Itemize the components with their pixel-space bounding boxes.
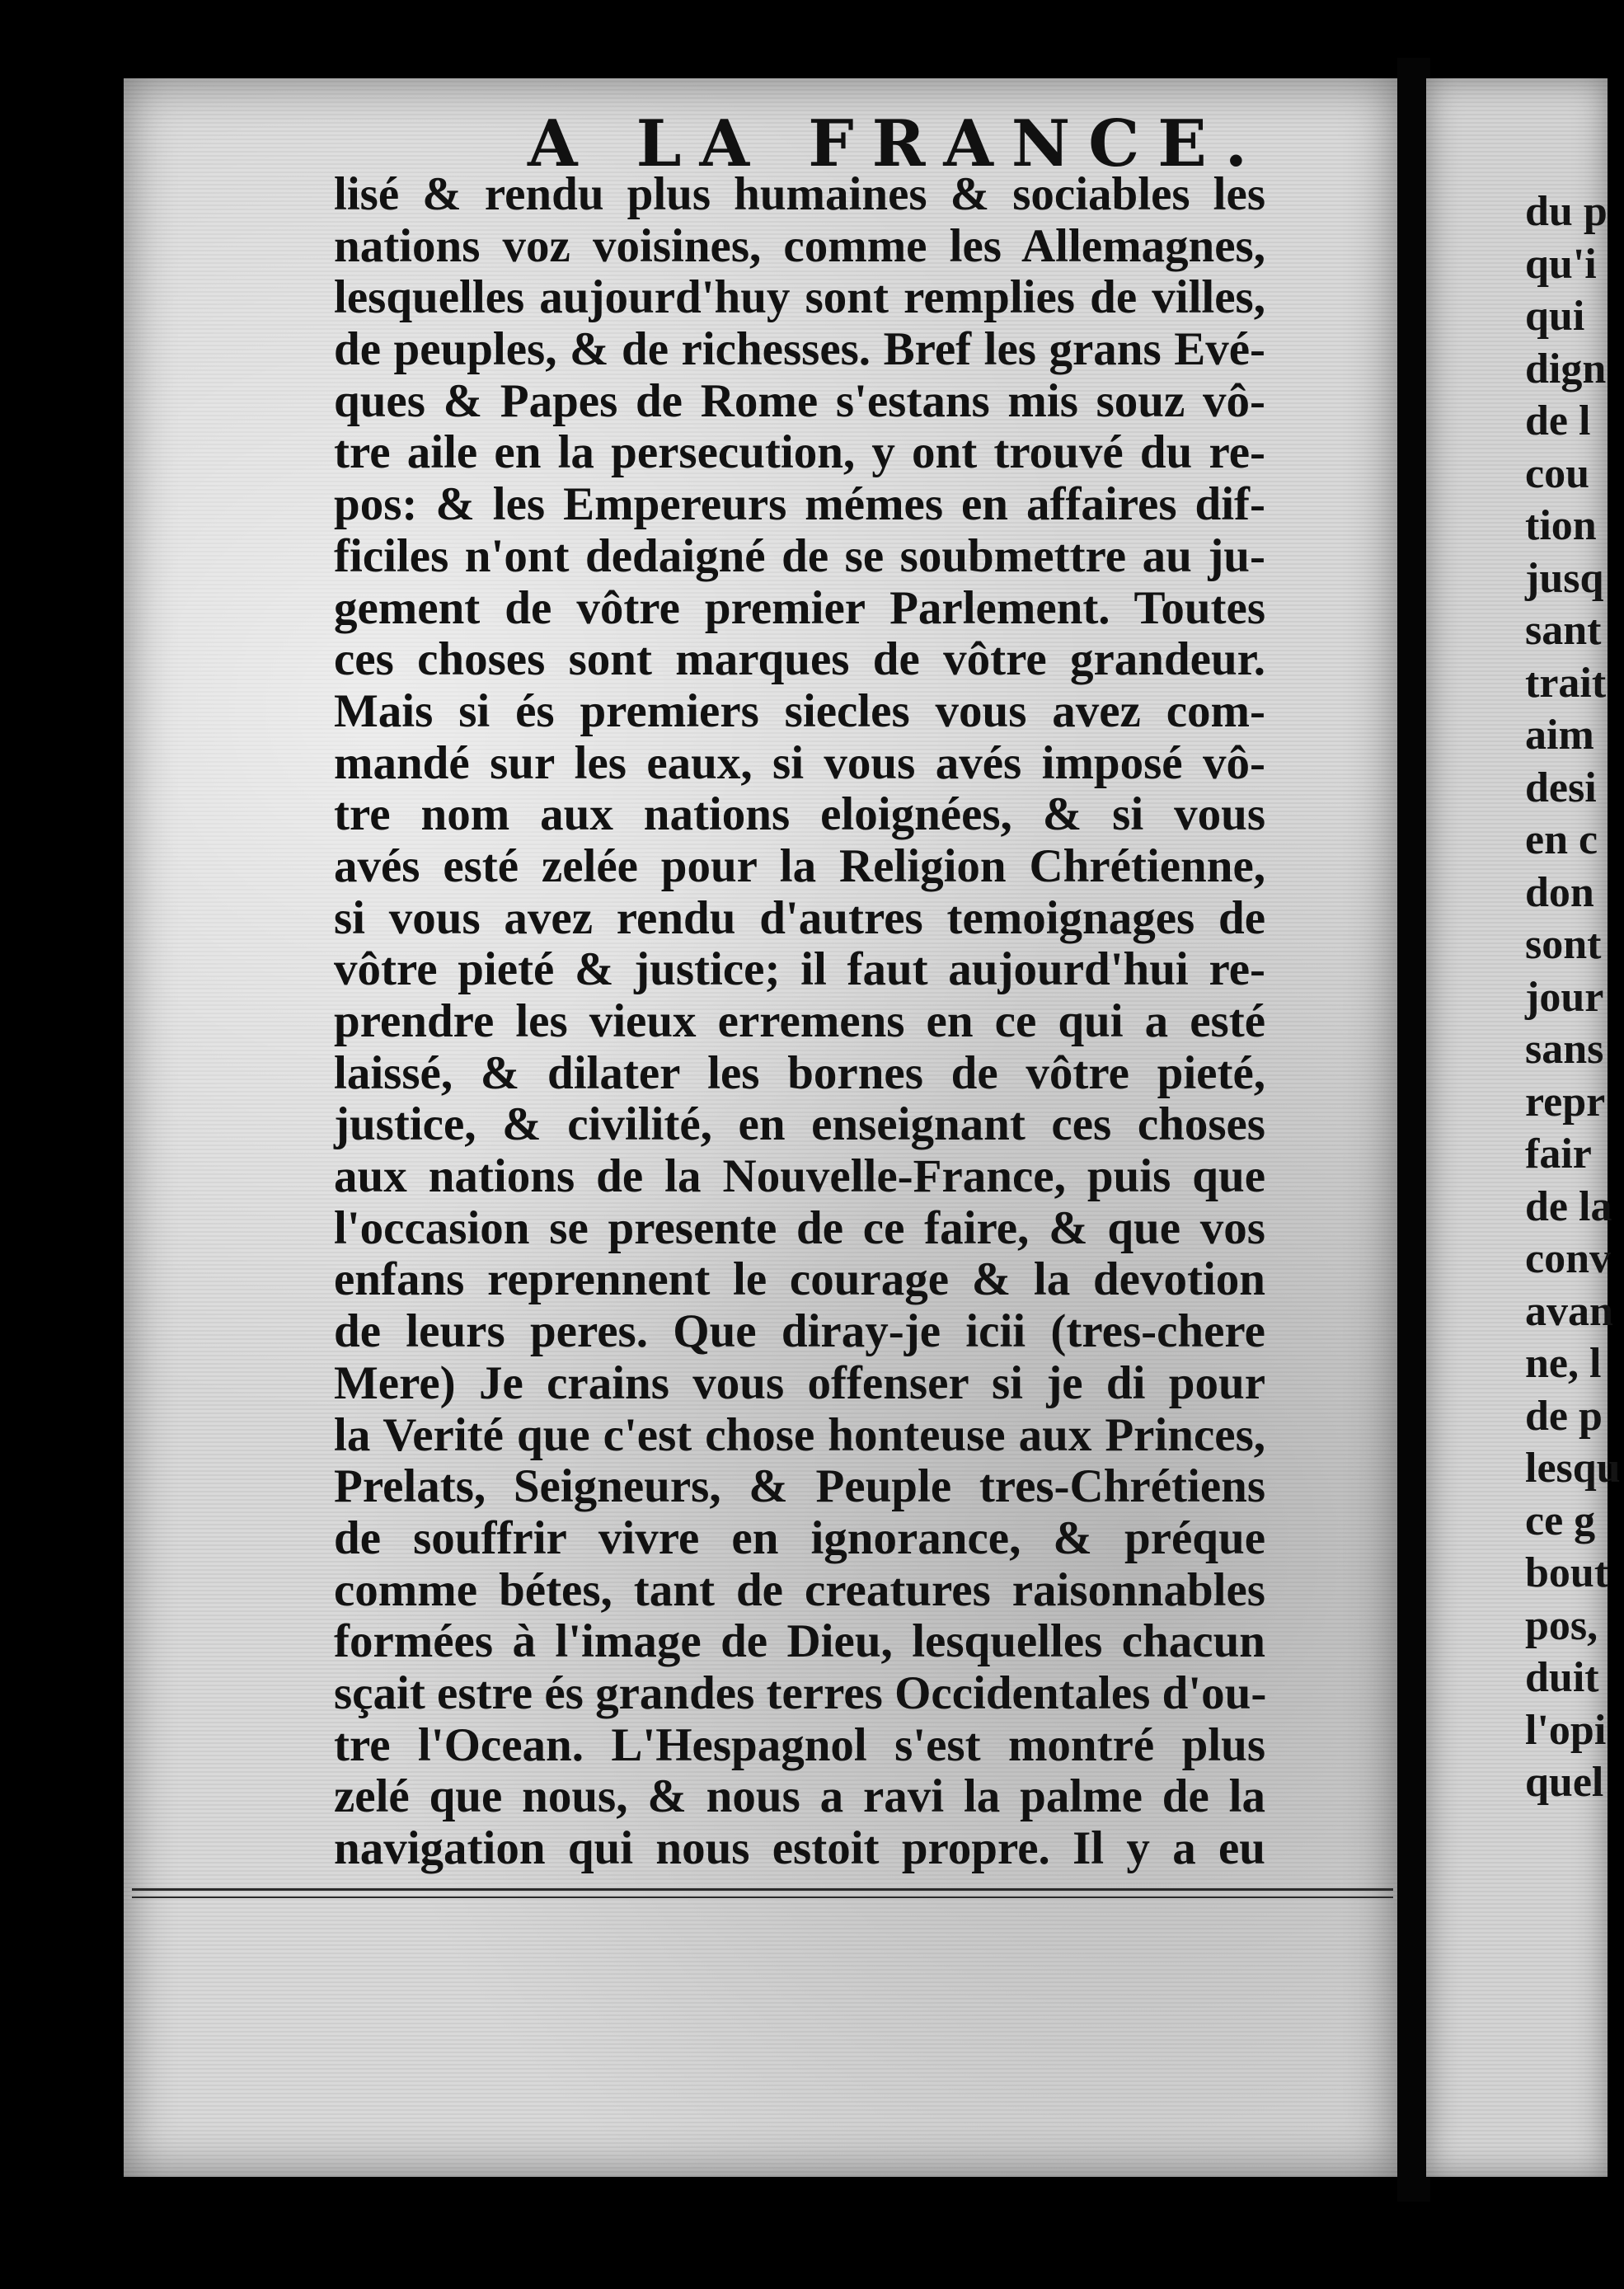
text-line: enfans reprennent le courage & la devotion [334,1253,1265,1306]
facing-page-line: qu'i [1525,240,1597,288]
facing-page-line: jour [1525,973,1604,1021]
facing-page-line: trait [1525,659,1607,707]
text-line: avés esté zelée pour la Religion Chrétienne, [334,839,1265,892]
text-line: ques & Papes de Rome s'estans mis souz vô- [334,374,1265,427]
text-line: de leurs peres. Que diray-je icii (tres-chere [334,1305,1265,1358]
text-line: nations voz voisines, comme les Allemagnes, [334,219,1265,272]
facing-page-line: sans [1525,1026,1604,1073]
facing-page-line: desi [1525,764,1597,811]
facing-page-line: pos, [1525,1601,1598,1649]
facing-page-line: don [1525,868,1594,916]
facing-page-line: ce g [1525,1497,1596,1544]
facing-page-line: sont [1525,921,1602,968]
text-line: tre nom aux nations eloignées, & si vous [334,788,1265,841]
facing-page-line: tion [1525,502,1597,549]
scan-artifact-line [132,1888,1393,1891]
text-line: aux nations de la Nouvelle-France, puis que [334,1150,1265,1203]
body-text [334,169,1265,1875]
text-line: vôtre pieté & justice; il faut aujourd'hui re- [334,943,1265,996]
facing-page-line: l'opi [1525,1706,1607,1754]
book-gutter [1397,58,1430,2202]
running-head: A LA FRANCE. [528,106,1265,181]
text-line: lesquelles aujourd'huy sont remplies de villes, [334,271,1265,324]
text-line: mandé sur les eaux, si vous avés imposé vô- [334,736,1265,789]
facing-page-line: avan [1525,1287,1613,1335]
facing-page-line: aim [1525,712,1594,759]
text-line: ces choses sont marques de vôtre grandeur. [334,633,1265,686]
facing-page-line: de l [1525,397,1591,444]
text-line: formées à l'image de Dieu, lesquelles chacun [334,1615,1265,1668]
text-line: tre aile en la persecution, y ont trouvé du re- [334,426,1265,479]
text-line: lisé & rendu plus humaines & sociables les [334,168,1265,220]
text-line: l'occasion se presente de ce faire, & que vos [334,1201,1265,1254]
facing-page-line: bout [1525,1549,1609,1596]
text-line: zelé que nous, & nous a ravi la palme de la [334,1770,1265,1823]
facing-page-line: de la [1525,1182,1612,1230]
scan-artifact-line [132,1897,1393,1898]
text-line: pos: & les Empereurs mémes en affaires dif- [334,478,1265,531]
facing-page-line: sant [1525,607,1602,654]
text-line: Prelats, Seigneurs, & Peuple tres-Chrétiens [334,1460,1265,1513]
facing-page-text [1525,186,1624,1809]
text-line: justice, & civilité, en enseignant ces choses [334,1098,1265,1151]
facing-page-line: du p [1525,188,1608,235]
text-line: de peuples, & de richesses. Bref les grans Evé- [334,323,1265,376]
text-line: prendre les vieux erremens en ce qui a esté [334,995,1265,1047]
text-line: comme bétes, tant de creatures raisonnables [334,1563,1265,1616]
text-line: sçait estre és grandes terres Occidentales d'ou- [334,1666,1267,1719]
text-line: laissé, & dilater les bornes de vôtre pieté, [334,1046,1265,1099]
text-line: la Verité que c'est chose honteuse aux Princes, [334,1408,1265,1461]
facing-page-line: quel [1525,1759,1604,1806]
facing-page-line: duit [1525,1654,1599,1701]
facing-page-line: ne, l [1525,1340,1602,1387]
facing-page-line: lesqu [1525,1445,1621,1492]
facing-page-line: cou [1525,449,1589,497]
text-line: Mere) Je crains vous offenser si je di pour [334,1356,1265,1409]
facing-page-line: jusq [1525,554,1604,602]
facing-page-line: en c [1525,816,1598,863]
text-line: gement de vôtre premier Parlement. Toutes [334,581,1265,634]
facing-page-line: repr [1525,1078,1606,1126]
facing-page-line: conv [1525,1235,1611,1282]
facing-page-line: qui [1525,293,1585,340]
text-line: tre l'Ocean. L'Hespagnol s'est montré plus [334,1718,1265,1771]
text-line: si vous avez rendu d'autres temoignages de [334,891,1265,944]
text-line: Mais si és premiers siecles vous avez com- [334,684,1265,737]
text-line: de souffrir vivre en ignorance, & préque [334,1511,1265,1564]
facing-page-line: fair [1525,1130,1592,1177]
facing-page-line: de p [1525,1392,1603,1440]
facing-page-line: dign [1525,345,1607,392]
text-line: navigation qui nous estoit propre. Il y a eu [334,1822,1265,1874]
text-line: ficiles n'ont dedaigné de se soubmettre au ju- [334,529,1265,582]
